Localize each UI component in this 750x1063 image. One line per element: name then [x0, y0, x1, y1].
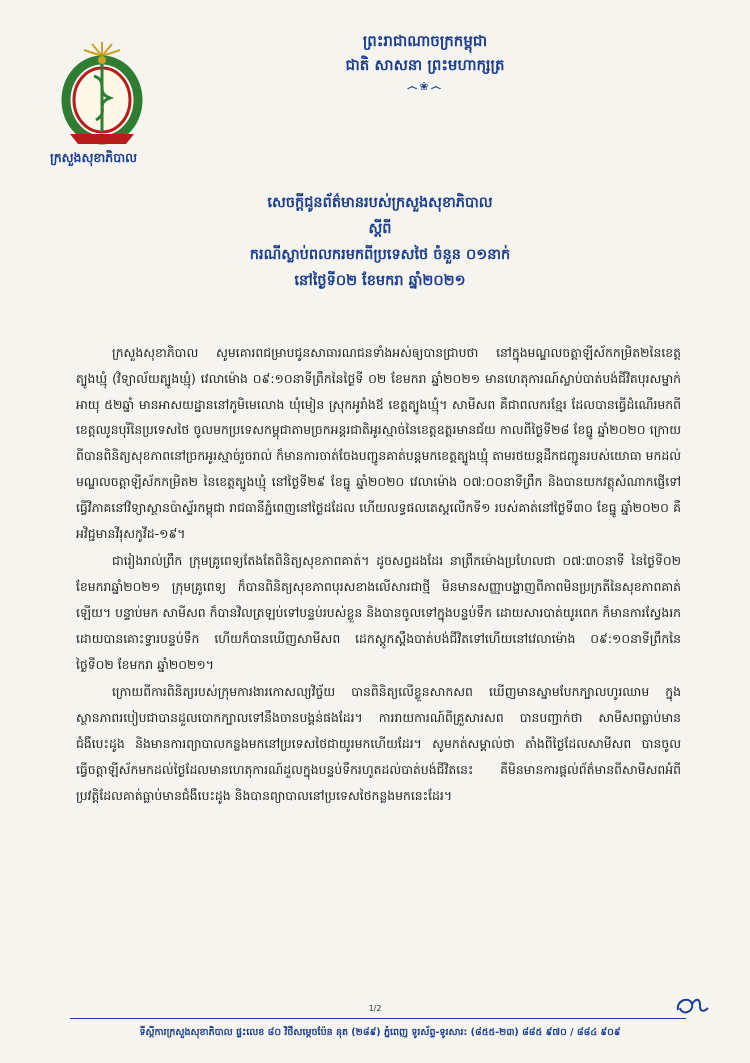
document-body — [76, 340, 681, 810]
footer-divider — [70, 1018, 686, 1019]
document-title — [130, 190, 630, 294]
body-paragraph-3: ក្រោយពីការពិនិត្យរបស់ក្រុមការងារកោសល្យវិច្ច័យ បានពិនិត្យលើខ្លួនសាកសព ឃើញមានស្នាមបែកក្បាលហូរឈាម ក្នុងស្ថានភាពរបៀបជាបានដួលបោកក្បាលទៅនឹងចានបង្គន់ផងដែរ។ ការរាយការណ៍ពីគ្រួសារសព បានបញ្ជាក់ថា សាមីសពធ្លាប់មានជំងឺបេះដូង និងមានការព្យាបាលកន្លងមកនៅប្រទេសថៃជាយូរមកហើយដែរ។ សូមកត់សម្គាល់ថា តាំងពីថ្ងៃដែលសាមីសព បានចូលធ្វើចត្តាឡីស័កមកដល់ថ្ងៃដែលមានហេតុការណ៍ដួលក្នុងបន្ទប់ទឹករហូតដល់បាត់បង់ជីវិតនេះ គឺមិនមានការផ្តល់ព័ត៌មានពីសាមីសពអំពីប្រវត្តិដែលគាត់ធ្លាប់មានជំងឺបេះដូង និងបានព្យាបាលនៅប្រទេសថៃកន្លងមកនេះដែរ។ — [76, 684, 681, 803]
title-line-1: សេចក្តីជូនព័ត៌មានរបស់ក្រសួងសុខាភិបាល — [267, 195, 493, 211]
motto-nation-religion-king: ជាតិ សាសនា ព្រះមហាក្សត្រ — [345, 56, 505, 74]
ministry-name: ក្រសួងសុខាភិបាល — [50, 150, 138, 165]
footer-address: ទីស្តីការក្រសួងសុខាភិបាល ផ្ទះលេខ ៨០ វិថីសម្តេចប៉ែន នុត (២៨៩) ភ្នំពេញ ទូរស័ព្ទ-ទូរសារ: (៨៥៥-២៣) ៨៨៥ ៩៧០ / ៨៨៤ ៩០៩ — [139, 1027, 621, 1038]
body-paragraph-1: ក្រសួងសុខាភិបាល សូមគោរពជម្រាបជូនសាធារណជនទាំងអស់ឲ្យបានជ្រាបថា នៅក្នុងមណ្ឌលចត្តាឡីស័កកម្រិត២នៃខេត្តត្បូងឃ្មុំ (វិទ្យាល័យត្បូងឃ្មុំ) វេលាម៉ោង ០៩:១០នាទីព្រឹកនៃថ្ងៃទី ០២ ខែមករា ឆ្នាំ២០២១ មានហេតុការណ៍ស្លាប់បាត់បង់ជីវិតបុរសម្នាក់អាយុ ៥២ឆ្នាំ មានអាសយដ្ឋាននៅភូមិមេលោង ឃុំមៀន ស្រុកអូរាំងឪ ខេត្តត្បូងឃ្មុំ។ សាមីសព គឺជាពលករខ្មែរ ដែលបានធ្វើដំណើរមកពីខេត្តឈូនបុរីនៃប្រទេសថៃ ចូលមកប្រទេសកម្ពុជាតាមច្រកអន្តរជាតិអូរស្មាច់នៃខេត្តឧត្តរមានជ័យ កាលពីថ្ងៃទី២៨ ខែធ្នូ ឆ្នាំ២០២០ ក្រោយពីបានពិនិត្យសុខភាពនៅច្រកអូរស្មាច់រួចរាល់ ក៏មានការចាត់ចែងបញ្ជូនគាត់បន្តមកខេត្តត្បូងឃ្មុំ តាមរថយន្តដឹកជញ្ជូនរបស់យោធា មកដល់មណ្ឌលចត្តាឡីស័កកម្រិត២ នៃខេត្តត្បូងឃ្មុំ នៅថ្ងៃទី២៩ ខែធ្នូ ឆ្នាំ២០២០ វេលាម៉ោង ០៧:០០នាទីព្រឹក និងបានយកវត្ថុសំណាកផ្ញើទៅធ្វើវិភាគនៅវិទ្យាស្ថានប៉ាស្ទ័រកម្ពុជា រាជធានីភ្នំពេញនៅថ្ងៃដដែល ហើយលទ្ធផលតេស្តលើកទី១ របស់គាត់នៅថ្ងៃទី៣០ ខែធ្នូ ឆ្នាំ២០២០ គឺ អវិជ្ជមានវីរុសកូវីដ-១៩។ — [76, 345, 681, 541]
title-line-3: ករណីស្លាប់ពលករមកពីប្រទេសថៃ ចំនួន ០១នាក់ — [249, 247, 511, 263]
title-line-2: ស្តីពី — [368, 221, 392, 237]
ministry-logo — [56, 36, 148, 156]
kingdom-motto — [260, 30, 590, 94]
motto-ornament: ෴❀෴ — [406, 80, 444, 93]
motto-kingdom: ព្រះរាជាណាចក្រកម្ពុជា — [362, 32, 488, 50]
body-paragraph-2: ជារៀងរាល់ព្រឹក ក្រុមគ្រូពេទ្យតែងតែពិនិត្យសុខភាពគាត់។ ដូចសព្វដងដែរ នាព្រឹកម៉ោងប្រហែលជា ០៧:៣០នាទី នៃថ្ងៃទី០២ ខែមករាឆ្នាំ២០២១ ក្រុមគ្រូពេទ្យ ក៏បានពិនិត្យសុខភាពបុរសខាងលើសារជាថ្មី មិនមានសញ្ញាបង្ហាញពីភាពមិនប្រក្រតីនៃសុខភាពគាត់ឡើយ។ បន្ទាប់មក សាមីសព ក៏បានវិលត្រឡប់ទៅបន្ទប់របស់ខ្លួន និងបានចូលទៅក្នុងបន្ទប់ទឹក ដោយសារបាត់យូរពេក ក៏មានការស្វែងរកដោយបានគោះទ្វារបន្ទប់ទឹក ហើយក៏បានឃើញសាមីសព ដេកស្តូកស្តឹងបាត់បង់ជីវិតទៅហើយនៅវេលាម៉ោង ០៩:១០នាទីព្រឹកនៃថ្ងៃទី០២ ខែមករា ឆ្នាំ២០២១។ — [76, 553, 681, 672]
page-number: 1/2 — [368, 1004, 382, 1013]
title-line-4: នៅថ្ងៃទី០២ ខែមករា ឆ្នាំ២០២១ — [294, 273, 466, 289]
